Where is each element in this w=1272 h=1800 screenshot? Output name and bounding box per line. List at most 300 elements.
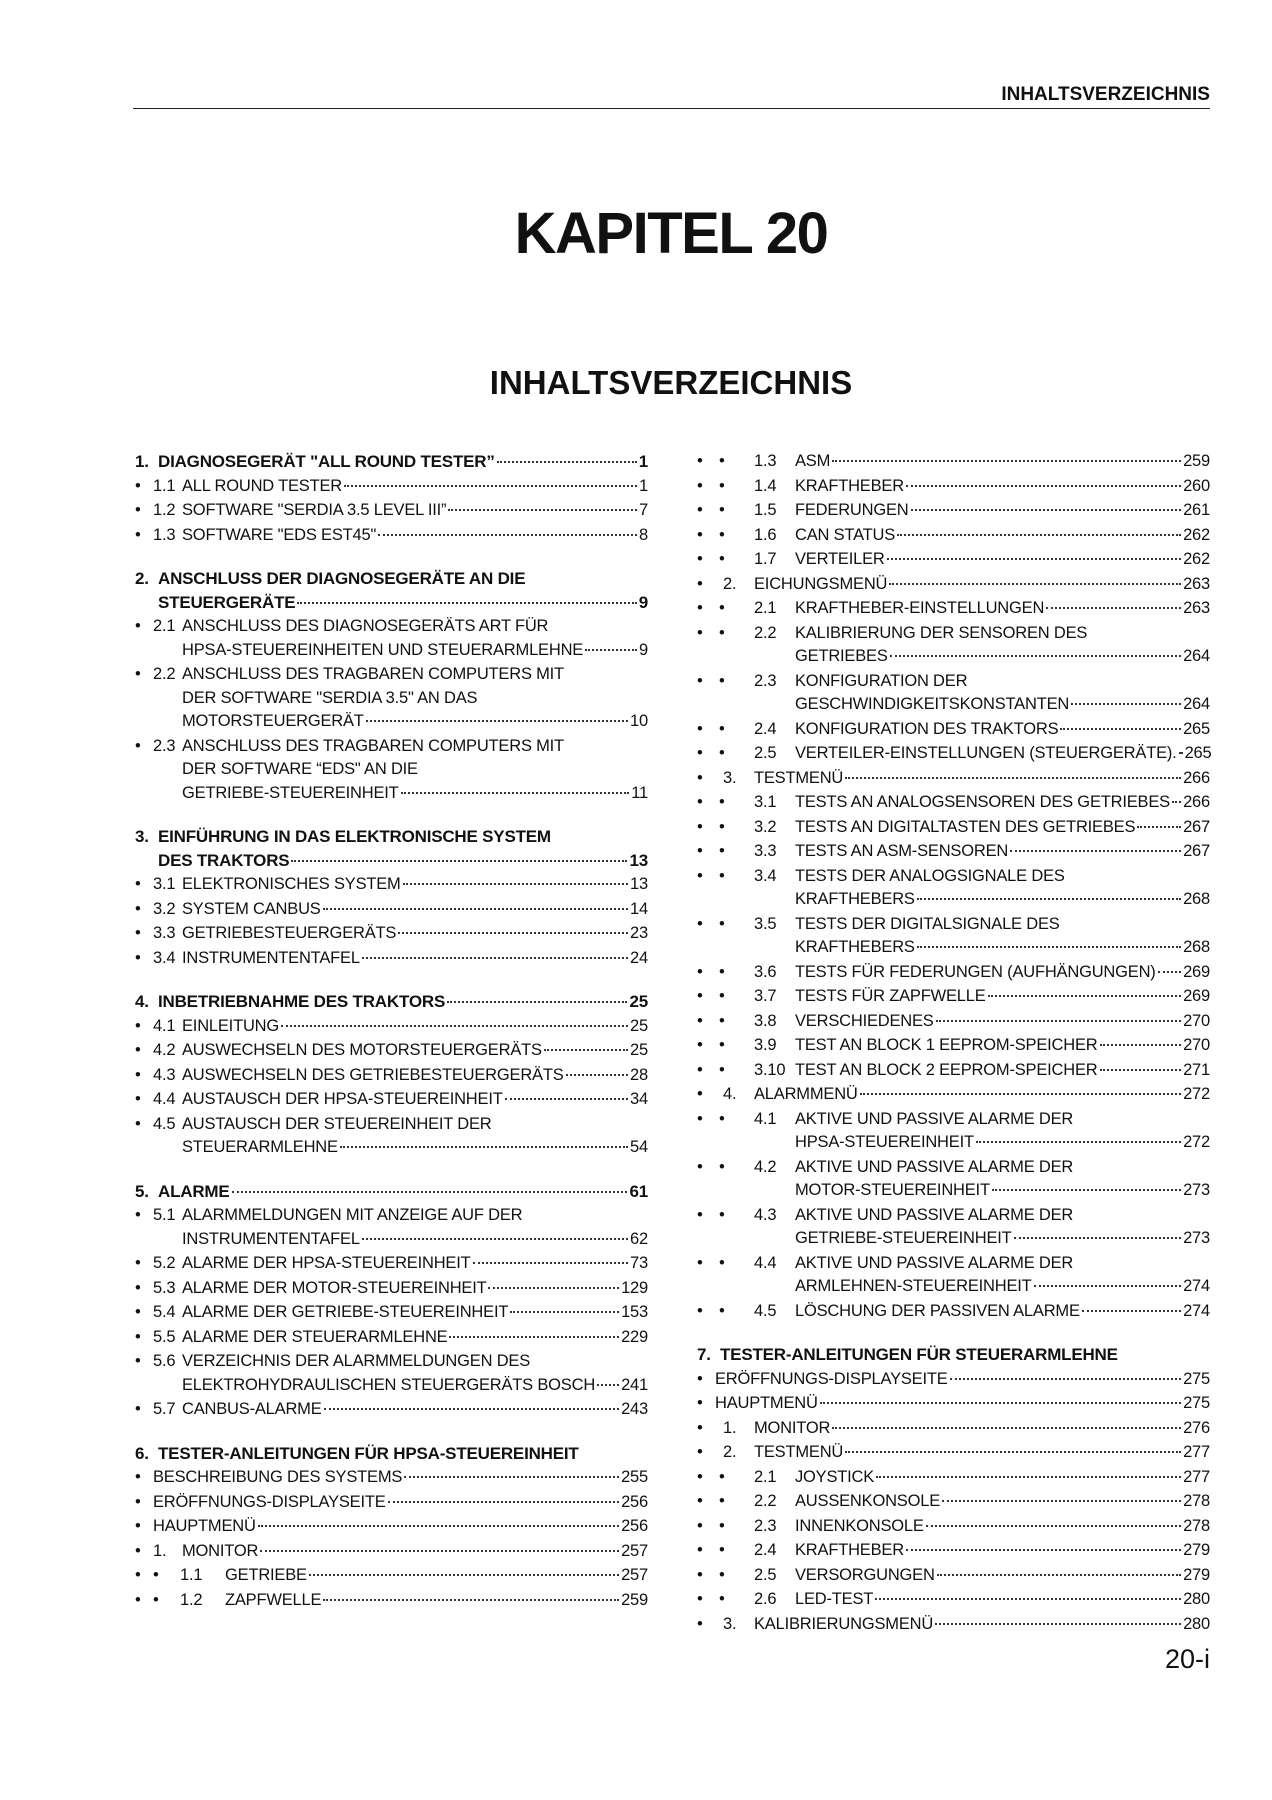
entry-text — [135, 947, 648, 971]
dot-leader — [860, 1093, 1181, 1095]
entry-page: 129 — [621, 1278, 648, 1297]
entry-number: 3.1 — [153, 875, 176, 893]
entry-last-line — [225, 1564, 648, 1588]
entry-text — [135, 524, 648, 548]
entry-text-line: ALL ROUND TESTER — [182, 476, 343, 495]
entry-last-line — [182, 1088, 648, 1112]
entry-page: 263 — [1183, 574, 1210, 593]
dot-leader — [935, 1623, 1181, 1625]
entry-last-line — [182, 1064, 648, 1088]
entry-text-line: GETRIEBESTEUERGERÄTS — [182, 924, 397, 942]
entry-last-line — [153, 1466, 648, 1490]
toc-entry[interactable] — [135, 1540, 648, 1564]
bullet-icon: • — [135, 665, 141, 683]
toc-entry[interactable] — [135, 898, 648, 922]
toc-entry[interactable] — [135, 1564, 648, 1588]
entry-text-line: ANSCHLUSS DES TRAGBAREN COMPUTERS MIT — [182, 736, 564, 755]
entry-text — [697, 1343, 1210, 1367]
entry-number: 2.5 — [754, 1565, 777, 1584]
toc-entry[interactable] — [135, 1064, 648, 1088]
entry-text-line: AUSWECHSELN DES MOTORSTEUERGERÄTS — [182, 1041, 542, 1059]
entry-text — [697, 1613, 1210, 1637]
bullet-icon: • — [697, 1541, 703, 1559]
toc-entry[interactable] — [697, 767, 1210, 791]
entry-text-line: TEST AN BLOCK 1 EEPROM-SPEICHER — [795, 1036, 1098, 1054]
toc-entry[interactable] — [135, 1398, 648, 1422]
toc-entry[interactable] — [697, 1083, 1210, 1107]
bullet-icon: • — [697, 914, 703, 933]
entry-last-line — [182, 710, 648, 734]
dot-leader — [585, 649, 637, 651]
entry-page: 266 — [1183, 768, 1210, 787]
dot-leader — [1060, 728, 1181, 730]
entry-number: 3.2 — [153, 899, 176, 918]
bullet-icon: • — [697, 1060, 703, 1079]
entry-text-line: STEUERGERÄTE — [158, 592, 296, 612]
toc-entry[interactable] — [697, 1156, 1210, 1203]
bullet-icon: • — [135, 948, 141, 967]
entry-page: 261 — [1183, 501, 1210, 519]
entry-text-line: ALARME DER HPSA-STEUEREINHEIT — [182, 1254, 471, 1272]
toc-entry[interactable] — [697, 791, 1210, 815]
bullet-icon: • — [719, 719, 725, 738]
entry-text — [135, 1442, 648, 1466]
bullet-icon: • — [697, 1443, 703, 1461]
entry-page: 8 — [639, 525, 648, 544]
dot-leader — [1034, 1285, 1182, 1287]
entry-page: 262 — [1183, 525, 1210, 544]
bullet-icon: • — [719, 817, 725, 836]
entry-text-line: KRAFTHEBERS — [795, 938, 915, 956]
entry-text — [135, 1064, 648, 1088]
dot-leader — [488, 1287, 619, 1289]
toc-entry[interactable] — [135, 1113, 648, 1160]
entry-last-line — [795, 693, 1210, 717]
entry-last-line — [795, 1227, 1210, 1251]
entry-number: 5.7 — [153, 1400, 176, 1418]
toc-section-entry[interactable] — [135, 1180, 648, 1204]
entry-last-line — [795, 1059, 1210, 1083]
entry-last-line — [720, 1343, 1210, 1367]
toc-section-entry[interactable] — [135, 990, 648, 1014]
entry-text-line: EICHUNGSMENÜ — [754, 574, 888, 593]
toc-entry[interactable] — [135, 1589, 648, 1613]
dot-leader — [1071, 703, 1181, 705]
entry-last-line — [182, 1039, 648, 1063]
bullet-icon: • — [697, 550, 703, 568]
entry-last-line — [795, 548, 1210, 572]
entry-text-line: ALARME DER MOTOR-STEUEREINHEIT — [182, 1278, 487, 1297]
toc-entry[interactable] — [697, 1392, 1210, 1416]
entry-text-line: DER SOFTWARE "SERDIA 3.5" AN DAS — [182, 688, 478, 707]
entry-number: 3.9 — [754, 1036, 777, 1054]
entry-page: 272 — [1183, 1085, 1210, 1103]
toc-entry[interactable] — [135, 1350, 648, 1397]
entry-number: 2.2 — [754, 623, 777, 642]
entry-number: 6. — [135, 1443, 149, 1463]
bullet-icon: • — [719, 793, 725, 811]
bullet-icon: • — [697, 1301, 703, 1320]
toc-entry[interactable] — [135, 663, 648, 734]
entry-text-line: LED-TEST — [795, 1590, 874, 1608]
entry-page: 1 — [638, 452, 648, 471]
toc-section-entry[interactable] — [135, 567, 648, 614]
toc-entry[interactable] — [697, 622, 1210, 669]
bullet-icon: • — [135, 1541, 141, 1560]
entry-number: 4.5 — [153, 1114, 176, 1133]
entry-last-line — [182, 1540, 648, 1564]
toc-entry[interactable] — [697, 1539, 1210, 1563]
toc-entry[interactable] — [135, 735, 648, 806]
dot-leader — [258, 1525, 619, 1527]
bullet-icon: • — [135, 1206, 141, 1224]
dot-leader — [362, 957, 628, 959]
toc-entry[interactable] — [135, 922, 648, 946]
toc-entry[interactable] — [135, 1301, 648, 1325]
entry-number: 4.3 — [153, 1065, 176, 1084]
entry-page: 278 — [1183, 1516, 1210, 1535]
toc-entry[interactable] — [135, 1515, 648, 1539]
dot-leader — [1158, 971, 1181, 973]
entry-last-line — [158, 1180, 648, 1204]
toc-entry[interactable] — [135, 1277, 648, 1301]
toc-entry[interactable] — [697, 524, 1210, 548]
entry-last-line — [158, 1442, 648, 1466]
bullet-icon: • — [719, 1060, 725, 1079]
toc-entry[interactable] — [135, 1015, 648, 1039]
bullet-icon: • — [697, 574, 703, 593]
toc-entry[interactable] — [697, 1417, 1210, 1441]
bullet-icon: • — [719, 962, 725, 981]
entry-text-line: VERTEILER — [795, 550, 885, 568]
entry-number: 3.8 — [754, 1011, 777, 1030]
toc-entry[interactable] — [697, 865, 1210, 912]
entry-number: 4. — [135, 992, 149, 1011]
toc-entry[interactable] — [135, 1326, 648, 1350]
bullet-icon: • — [697, 1369, 703, 1388]
entry-number: 1. — [153, 1541, 167, 1560]
entry-number: 2.2 — [153, 665, 176, 683]
entry-text — [135, 499, 648, 523]
entry-page: 264 — [1183, 695, 1210, 713]
dot-leader — [378, 534, 637, 536]
bullet-icon: • — [135, 1303, 141, 1321]
entry-number: 2.1 — [153, 617, 176, 635]
dot-leader — [309, 1574, 619, 1576]
bullet-icon: • — [719, 1205, 725, 1224]
entry-last-line — [182, 922, 648, 946]
toc-entry[interactable] — [697, 573, 1210, 597]
entry-page: 277 — [1183, 1443, 1210, 1461]
bullet-icon: • — [697, 1492, 703, 1510]
entry-last-line — [182, 1326, 648, 1350]
entry-page: 62 — [630, 1229, 648, 1248]
bullet-icon: • — [719, 1516, 725, 1535]
entry-page: 7 — [639, 501, 648, 519]
entry-text-line: TESTER-ANLEITUNGEN FÜR HPSA-STEUEREINHEIT — [158, 1443, 579, 1463]
entry-number: 4.4 — [754, 1253, 777, 1272]
dot-leader — [890, 655, 1181, 657]
entry-number: 1.4 — [754, 476, 777, 495]
entry-number: 2.4 — [754, 719, 777, 738]
toc-entry[interactable] — [697, 475, 1210, 499]
bullet-icon: • — [697, 817, 703, 836]
entry-text — [135, 825, 648, 872]
entry-number: 4.2 — [153, 1041, 176, 1059]
entry-page: 25 — [630, 1041, 648, 1059]
entry-text-line: ASM — [795, 452, 831, 470]
entry-text — [697, 1368, 1210, 1392]
toc-entry[interactable] — [135, 873, 648, 897]
dot-leader — [323, 908, 628, 910]
toc-entry[interactable] — [135, 499, 648, 523]
bullet-icon: • — [135, 1041, 141, 1059]
bullet-icon: • — [135, 1590, 141, 1609]
entry-text-line: INNENKONSOLE — [795, 1516, 924, 1535]
entry-last-line — [795, 936, 1210, 960]
entry-text — [135, 1589, 648, 1613]
entry-number: 3. — [723, 768, 737, 787]
entry-text-line: HPSA-STEUEREINHEITEN UND STEUERARMLEHNE — [182, 640, 584, 659]
entry-last-line — [795, 985, 1210, 1009]
entry-page: 277 — [1183, 1467, 1210, 1486]
toc-entry[interactable] — [697, 1010, 1210, 1034]
entry-page: 243 — [621, 1400, 648, 1418]
bullet-icon: • — [135, 1278, 141, 1297]
entry-text-line: LÖSCHUNG DER PASSIVEN ALARME — [795, 1301, 1080, 1320]
bullet-icon: • — [135, 1254, 141, 1272]
entry-number: 4.1 — [153, 1016, 176, 1035]
bullet-icon: • — [135, 1400, 141, 1418]
bullet-icon: • — [697, 476, 703, 495]
toc-entry[interactable] — [697, 742, 1210, 766]
toc-entry[interactable] — [697, 718, 1210, 742]
toc-entry[interactable] — [135, 1252, 648, 1276]
dot-leader — [820, 1402, 1181, 1404]
entry-text — [697, 1417, 1210, 1441]
entry-text-line: GETRIEBES — [795, 647, 888, 665]
toc-right-column — [697, 450, 1210, 1637]
entry-text-line: SOFTWARE "EDS EST45" — [182, 525, 377, 544]
entry-last-line — [795, 840, 1210, 864]
entry-last-line — [754, 767, 1210, 791]
toc-entry[interactable] — [697, 1059, 1210, 1083]
entry-last-line — [182, 947, 648, 971]
bullet-icon: • — [719, 842, 725, 860]
entry-text-line: KRAFTHEBER — [795, 476, 904, 495]
dot-leader — [281, 1025, 628, 1027]
entry-page: 25 — [629, 992, 648, 1011]
entry-last-line — [795, 1275, 1210, 1299]
toc-entry[interactable] — [135, 615, 648, 662]
entry-text-line: ARMLEHNEN-STEUEREINHEIT — [795, 1277, 1032, 1295]
dot-leader — [232, 1191, 628, 1193]
toc-entry[interactable] — [697, 1204, 1210, 1251]
toc-entry[interactable] — [135, 1204, 648, 1251]
toc-entry[interactable] — [697, 1300, 1210, 1324]
entry-text-line: DER SOFTWARE “EDS" AN DIE — [182, 760, 418, 778]
entry-text — [135, 567, 648, 614]
toc-entry[interactable] — [135, 475, 648, 499]
toc-section-entry[interactable] — [135, 825, 648, 872]
entry-number: 3.6 — [754, 962, 777, 981]
entry-number: 3.2 — [754, 817, 777, 836]
bullet-icon: • — [135, 1114, 141, 1133]
bullet-icon: • — [719, 476, 725, 495]
entry-page: 259 — [1183, 452, 1210, 470]
entry-number: 5.5 — [153, 1327, 176, 1346]
entry-text-line: SYSTEM CANBUS — [182, 899, 321, 918]
entry-text-line: ANSCHLUSS DES TRAGBAREN COMPUTERS MIT — [182, 665, 564, 683]
entry-page: 262 — [1183, 550, 1210, 568]
dot-leader — [1179, 752, 1183, 754]
dot-leader — [404, 1476, 619, 1478]
toc-entry[interactable] — [135, 1088, 648, 1112]
toc-entry[interactable] — [697, 499, 1210, 523]
dot-leader — [497, 461, 637, 463]
bullet-icon: • — [697, 525, 703, 544]
entry-last-line — [182, 873, 648, 897]
entry-number: 3.1 — [754, 793, 777, 811]
entry-last-line — [795, 961, 1210, 985]
dot-leader — [845, 1451, 1181, 1453]
toc-entry[interactable] — [135, 1491, 648, 1515]
entry-text-line: HAUPTMENÜ — [715, 1394, 818, 1412]
toc-section-entry[interactable] — [135, 450, 648, 474]
entry-page: 256 — [621, 1492, 648, 1511]
entry-text-line: SOFTWARE "SERDIA 3.5 LEVEL III” — [182, 501, 447, 519]
entry-text-line: TESTS AN ANALOGSENSOREN DES GETRIEBES — [795, 793, 1170, 811]
bullet-icon: • — [719, 671, 725, 690]
entry-number: 2.4 — [754, 1541, 777, 1559]
entry-text — [697, 573, 1210, 597]
bullet-icon: • — [697, 1085, 703, 1103]
entry-text-line: TESTMENÜ — [754, 1443, 844, 1461]
entry-page: 269 — [1183, 962, 1210, 981]
dot-leader — [340, 1146, 628, 1148]
toc-entry[interactable] — [697, 450, 1210, 474]
toc-entry[interactable] — [135, 1039, 648, 1063]
entry-number: 2. — [723, 1443, 737, 1461]
running-header: INHALTSVERZEICHNIS — [1001, 84, 1210, 105]
entry-page: 256 — [621, 1517, 648, 1535]
dot-leader — [324, 1408, 620, 1410]
entry-text-line: ALARME — [158, 1181, 230, 1201]
entry-text — [135, 1540, 648, 1564]
entry-last-line — [182, 898, 648, 922]
entry-text — [135, 1204, 648, 1251]
bullet-icon: • — [135, 1492, 141, 1511]
toc-entry[interactable] — [697, 985, 1210, 1009]
toc-entry[interactable] — [697, 913, 1210, 960]
bullet-icon: • — [719, 1492, 725, 1510]
dot-leader — [926, 1525, 1181, 1527]
toc-entry[interactable] — [697, 1466, 1210, 1490]
dot-leader — [366, 720, 628, 722]
entry-text-line: GESCHWINDIGKEITSKONSTANTEN — [795, 695, 1070, 713]
entry-last-line — [225, 1589, 648, 1613]
entry-number: 2. — [135, 569, 149, 588]
toc-entry[interactable] — [697, 1490, 1210, 1514]
entry-text-line: EINFÜHRUNG IN DAS ELEKTRONISCHE SYSTEM — [158, 827, 551, 846]
toc-section-entry[interactable] — [697, 1343, 1210, 1367]
dot-leader — [403, 883, 628, 885]
entry-last-line — [182, 639, 648, 663]
toc-entry[interactable] — [697, 548, 1210, 572]
bullet-icon: • — [697, 1109, 703, 1128]
entry-page: 23 — [630, 924, 648, 942]
toc-entry[interactable] — [697, 961, 1210, 985]
entry-page: 13 — [629, 850, 648, 870]
entry-page: 153 — [621, 1303, 648, 1321]
entry-text-line: ZAPFWELLE — [225, 1590, 322, 1609]
bullet-icon: • — [697, 1394, 703, 1412]
dot-leader — [297, 602, 636, 604]
bullet-icon: • — [135, 1517, 141, 1535]
dot-leader — [597, 1384, 619, 1386]
toc-entry[interactable] — [697, 597, 1210, 621]
entry-number: 3.3 — [153, 924, 176, 942]
toc-entry[interactable] — [135, 524, 648, 548]
entry-text — [135, 1277, 648, 1301]
toc-entry[interactable] — [697, 1564, 1210, 1588]
toc-entry[interactable] — [135, 947, 648, 971]
toc-entry[interactable] — [697, 1441, 1210, 1465]
entry-text-line: KRAFTHEBERS — [795, 890, 915, 908]
dot-leader — [323, 1599, 619, 1601]
toc-entry[interactable] — [697, 670, 1210, 717]
dot-leader — [344, 485, 637, 487]
entry-number: 3. — [135, 827, 149, 846]
toc-entry[interactable] — [697, 1613, 1210, 1637]
toc-title: INHALTSVERZEICHNIS — [489, 364, 853, 401]
entry-page: 268 — [1183, 890, 1210, 908]
entry-text — [135, 1326, 648, 1350]
toc-entry[interactable] — [697, 1034, 1210, 1058]
entry-text-line: GETRIEBE-STEUEREINHEIT — [182, 783, 399, 802]
entry-text — [697, 1392, 1210, 1416]
toc-entry[interactable] — [697, 1368, 1210, 1392]
toc-entry[interactable] — [697, 840, 1210, 864]
toc-entry[interactable] — [697, 1252, 1210, 1299]
toc-section-entry[interactable] — [135, 1442, 648, 1466]
toc-entry[interactable] — [697, 816, 1210, 840]
entry-last-line — [795, 1300, 1210, 1324]
toc-entry[interactable] — [697, 1588, 1210, 1612]
entry-text-line: AUSSENKONSOLE — [795, 1492, 941, 1510]
toc-entry[interactable] — [697, 1108, 1210, 1155]
dot-leader — [398, 932, 628, 934]
toc-entry[interactable] — [697, 1515, 1210, 1539]
entry-number: 2.5 — [754, 744, 777, 762]
entry-number: 2.1 — [754, 599, 777, 617]
dot-leader — [936, 1020, 1181, 1022]
entry-page: 9 — [638, 592, 648, 612]
entry-text — [135, 1180, 648, 1204]
bullet-icon: • — [153, 1590, 159, 1609]
entry-page: 271 — [1183, 1060, 1210, 1079]
bullet-icon: • — [697, 1418, 703, 1437]
entry-page: 241 — [621, 1375, 648, 1394]
entry-number: 1.3 — [754, 452, 777, 470]
entry-text-line: AKTIVE UND PASSIVE ALARME DER — [795, 1205, 1074, 1224]
dot-leader — [1046, 607, 1181, 609]
dot-leader — [291, 860, 627, 862]
toc-entry[interactable] — [135, 1466, 648, 1490]
entry-text-line: EINLEITUNG — [182, 1016, 280, 1035]
entry-text-line: ELEKTROHYDRAULISCHEN STEUERGERÄTS BOSCH — [182, 1375, 596, 1394]
entry-page: 255 — [621, 1468, 648, 1486]
